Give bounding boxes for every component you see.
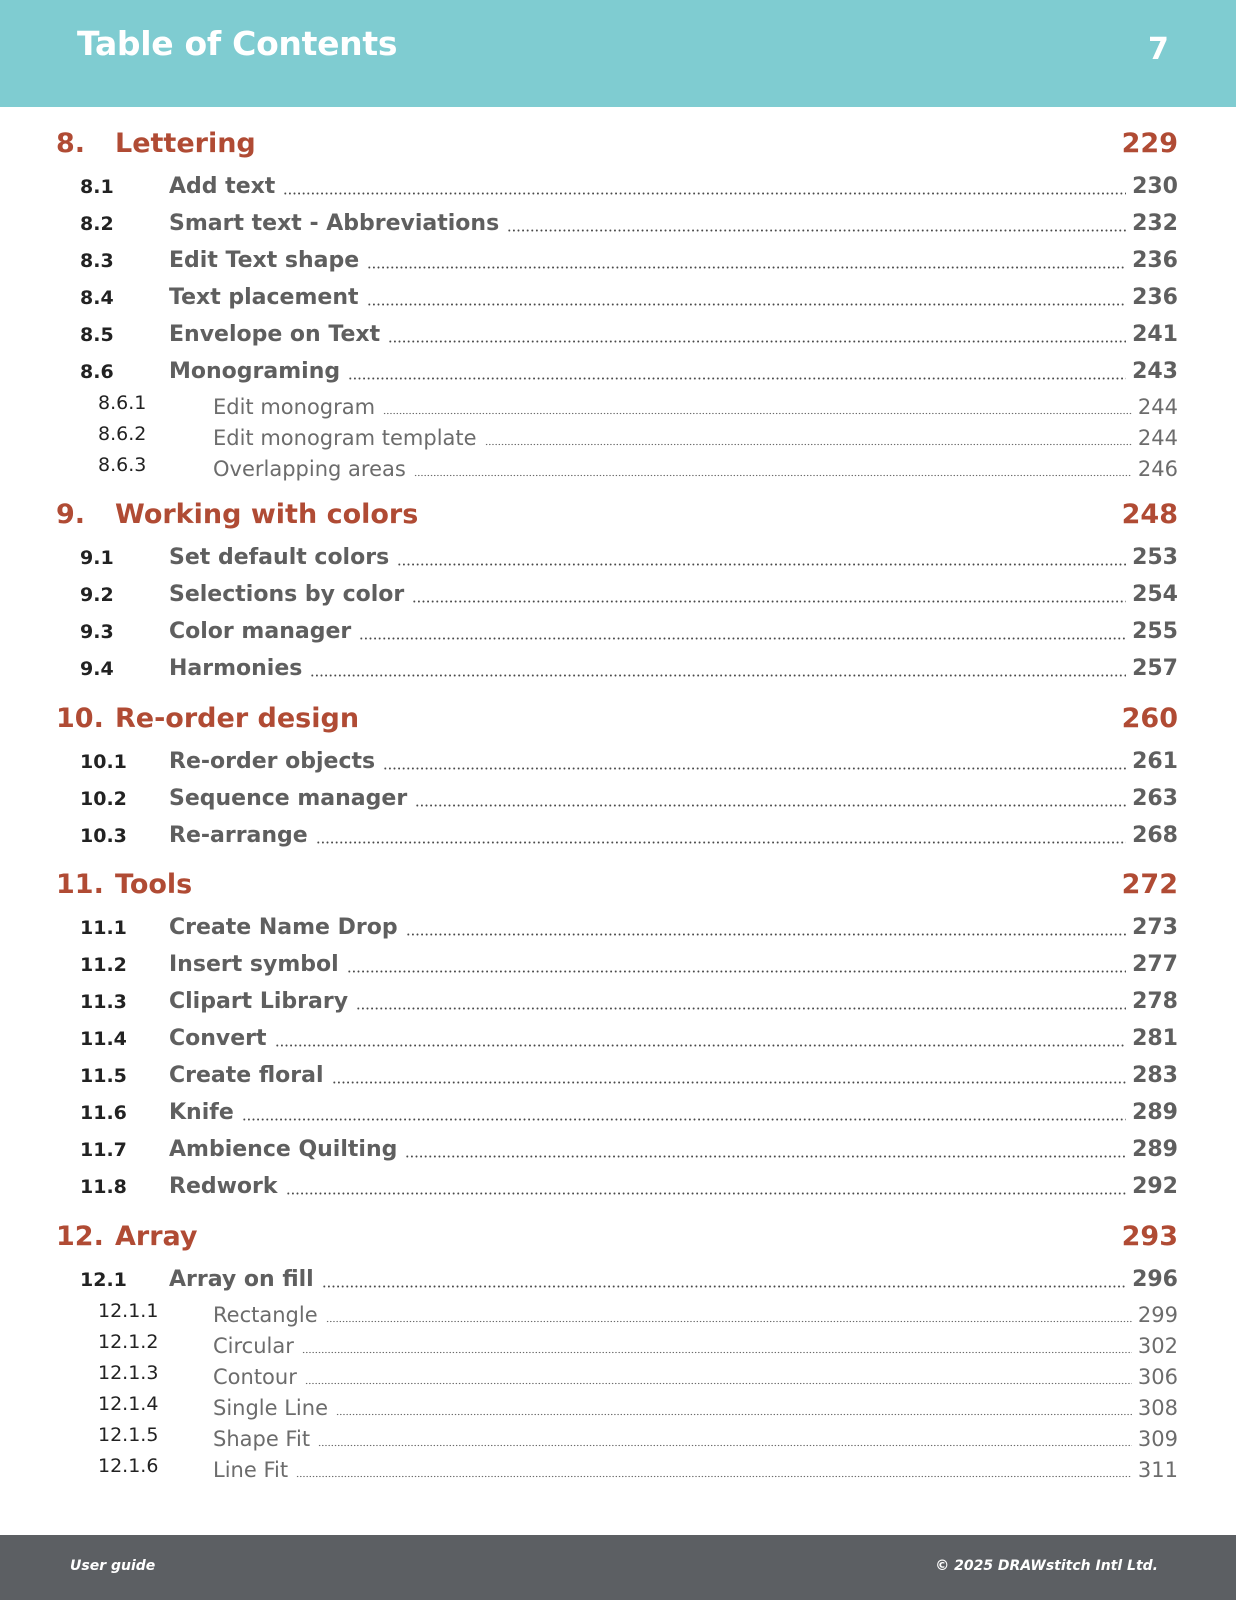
toc-section[interactable] [0, 319, 1236, 351]
toc-subsection[interactable] [0, 1301, 1236, 1329]
toc-section[interactable] [0, 783, 1236, 815]
toc-dot-leader [302, 1332, 1132, 1360]
toc-entry-number: 8.3 [80, 250, 114, 272]
toc-entry-page: 243 [1132, 359, 1178, 384]
toc-entry-page: 268 [1132, 823, 1178, 848]
toc-entry-title: Edit monogram [213, 395, 376, 419]
toc-entry-title: Line Fit [213, 1458, 289, 1482]
toc-entry-number: 9.4 [80, 658, 114, 680]
toc-entry-number: 8.6.2 [98, 423, 147, 445]
toc-entry-number: 12.1.1 [98, 1300, 159, 1322]
toc-entry-page: 289 [1132, 1137, 1178, 1162]
toc-dot-leader [397, 542, 1126, 574]
toc-entry-title: Insert symbol [169, 952, 339, 977]
toc-entry-title: Convert [169, 1026, 267, 1051]
toc-section[interactable] [0, 208, 1236, 240]
toc-section[interactable] [0, 1264, 1236, 1296]
toc-entry-page: 263 [1132, 786, 1178, 811]
toc-entry-title: Knife [169, 1100, 234, 1125]
toc-entry-page: 236 [1132, 285, 1178, 310]
toc-dot-leader [412, 579, 1126, 611]
toc-entry-page: 244 [1137, 426, 1178, 450]
toc-entry-page: 230 [1132, 174, 1178, 199]
toc-entry-number: 11.5 [80, 1065, 127, 1087]
toc-entry-number: 12.1.5 [98, 1424, 159, 1446]
toc-dot-leader [286, 1171, 1126, 1203]
toc-entry-number: 11.4 [80, 1028, 127, 1050]
toc-entry-page: 293 [1121, 1221, 1178, 1252]
toc-entry-page: 236 [1132, 248, 1178, 273]
toc-entry-title: Re-arrange [169, 823, 308, 848]
toc-section[interactable] [0, 746, 1236, 778]
toc-entry-number: 11.8 [80, 1176, 127, 1198]
toc-entry-title: Tools [115, 869, 193, 900]
toc-entry-number: 12.1.6 [98, 1455, 159, 1477]
toc-chapter[interactable] [0, 865, 1236, 905]
toc-dot-leader [347, 949, 1126, 981]
toc-entry-page: 260 [1121, 703, 1178, 734]
toc-section[interactable] [0, 579, 1236, 611]
toc-entry-title: Envelope on Text [169, 322, 381, 347]
toc-entry-title: Color manager [169, 619, 352, 644]
toc-entry-number: 12. [56, 1221, 104, 1252]
toc-section[interactable] [0, 653, 1236, 685]
toc-dot-leader [275, 1023, 1126, 1055]
toc-entry-page: 273 [1132, 915, 1178, 940]
toc-dot-leader [305, 1363, 1132, 1391]
toc-dot-leader [283, 171, 1126, 203]
toc-entry-number: 11.3 [80, 991, 127, 1013]
toc-entry-title: Re-order objects [169, 749, 376, 774]
toc-entry-number: 8.4 [80, 287, 114, 309]
toc-chapter[interactable] [0, 124, 1236, 164]
toc-entry-title: Single Line [213, 1396, 328, 1420]
toc-entry-page: 244 [1137, 395, 1178, 419]
page-title: Table of Contents [77, 24, 398, 63]
toc-entry-title: Overlapping areas [213, 457, 406, 481]
toc-entry-number: 10.3 [80, 825, 127, 847]
toc-section[interactable] [0, 171, 1236, 203]
toc-entry-page: 281 [1132, 1026, 1178, 1051]
toc-dot-leader [383, 746, 1126, 778]
toc-dot-leader [414, 455, 1132, 483]
toc-entry-number: 9.3 [80, 621, 114, 643]
toc-entry-number: 8.6 [80, 361, 114, 383]
toc-entry-number: 12.1.2 [98, 1331, 159, 1353]
toc-entry-number: 8.5 [80, 324, 114, 346]
toc-chapter[interactable] [0, 495, 1236, 535]
toc-section[interactable] [0, 912, 1236, 944]
toc-entry-number: 12.1 [80, 1269, 127, 1291]
toc-entry-number: 10.1 [80, 751, 127, 773]
toc-entry-title: Edit Text shape [169, 248, 360, 273]
toc-subsection[interactable] [0, 1425, 1236, 1453]
toc-dot-leader [322, 1264, 1126, 1296]
toc-dot-leader [405, 1134, 1126, 1166]
toc-entry-page: 261 [1132, 749, 1178, 774]
toc-entry-number: 8.6.1 [98, 392, 147, 414]
toc-dot-leader [310, 653, 1126, 685]
toc-entry-number: 8. [56, 128, 86, 159]
toc-subsection[interactable] [0, 1363, 1236, 1391]
toc-dot-leader [318, 1425, 1132, 1453]
toc-entry-title: Contour [213, 1365, 297, 1389]
toc-entry-title: Ambience Quilting [169, 1137, 398, 1162]
toc-subsection[interactable] [0, 1456, 1236, 1484]
toc-entry-page: 278 [1132, 989, 1178, 1014]
toc-entry-number: 12.1.3 [98, 1362, 159, 1384]
toc-section[interactable] [0, 1060, 1236, 1092]
page-number: 7 [1148, 32, 1169, 67]
toc-entry-page: 277 [1132, 952, 1178, 977]
toc-entry-title: Array on fill [169, 1267, 314, 1292]
toc-dot-leader [367, 282, 1126, 314]
toc-entry-page: 309 [1137, 1427, 1178, 1451]
toc-subsection[interactable] [0, 1394, 1236, 1422]
toc-entry-number: 11. [56, 869, 104, 900]
toc-entry-title: Shape Fit [213, 1427, 311, 1451]
toc-subsection[interactable] [0, 393, 1236, 421]
toc-entry-number: 11.7 [80, 1139, 127, 1161]
page-header [0, 0, 1236, 107]
toc-dot-leader [326, 1301, 1132, 1329]
toc-entry-title: Selections by color [169, 582, 405, 607]
toc-entry-title: Smart text - Abbreviations [169, 211, 500, 236]
toc-entry-number: 12.1.4 [98, 1393, 159, 1415]
toc-entry-title: Array [115, 1221, 198, 1252]
toc-entry-title: Create Name Drop [169, 915, 398, 940]
toc-chapter[interactable] [0, 699, 1236, 739]
toc-dot-leader [383, 393, 1132, 421]
toc-entry-page: 254 [1132, 582, 1178, 607]
toc-section[interactable] [0, 542, 1236, 574]
toc-subsection[interactable] [0, 1332, 1236, 1360]
toc-entry-page: 308 [1137, 1396, 1178, 1420]
toc-entry-page: 232 [1132, 211, 1178, 236]
toc-entry-title: Working with colors [115, 499, 419, 530]
toc-dot-leader [507, 208, 1126, 240]
toc-dot-leader [388, 319, 1126, 351]
toc-entry-number: 10. [56, 703, 104, 734]
toc-entry-number: 8.2 [80, 213, 114, 235]
toc-entry-title: Add text [169, 174, 276, 199]
toc-dot-leader [296, 1456, 1132, 1484]
toc-entry-title: Text placement [169, 285, 359, 310]
toc-section[interactable] [0, 245, 1236, 277]
toc-dot-leader [332, 1060, 1126, 1092]
toc-entry-page: 311 [1137, 1458, 1178, 1482]
toc-entry-page: 289 [1132, 1100, 1178, 1125]
toc-entry-title: Edit monogram template [213, 426, 477, 450]
toc-entry-number: 9.1 [80, 547, 114, 569]
toc-entry-page: 248 [1121, 499, 1178, 530]
toc-entry-title: Re-order design [115, 703, 360, 734]
toc-section[interactable] [0, 282, 1236, 314]
toc-chapter[interactable] [0, 1217, 1236, 1257]
toc-section[interactable] [0, 820, 1236, 852]
toc-entry-number: 11.6 [80, 1102, 127, 1124]
toc-dot-leader [316, 820, 1126, 852]
toc-section[interactable] [0, 1134, 1236, 1166]
toc-section[interactable] [0, 1171, 1236, 1203]
toc-section[interactable] [0, 1023, 1236, 1055]
toc-entry-title: Circular [213, 1334, 294, 1358]
toc-entry-page: 283 [1132, 1063, 1178, 1088]
toc-dot-leader [359, 616, 1126, 648]
toc-entry-page: 255 [1132, 619, 1178, 644]
toc-dot-leader [415, 783, 1126, 815]
toc-entry-page: 292 [1132, 1174, 1178, 1199]
toc-dot-leader [356, 986, 1126, 1018]
toc-entry-number: 11.2 [80, 954, 127, 976]
toc-dot-leader [485, 424, 1132, 452]
toc-entry-page: 241 [1132, 322, 1178, 347]
toc-section[interactable] [0, 1097, 1236, 1129]
toc-subsection[interactable] [0, 455, 1236, 483]
toc-entry-page: 296 [1132, 1267, 1178, 1292]
toc-entry-title: Rectangle [213, 1303, 318, 1327]
toc-entry-number: 8.1 [80, 176, 114, 198]
toc-entry-title: Sequence manager [169, 786, 408, 811]
toc-section[interactable] [0, 986, 1236, 1018]
toc-dot-leader [348, 356, 1126, 388]
toc-entry-number: 9. [56, 499, 86, 530]
footer-copyright: © 2025 DRAWstitch Intl Ltd. [935, 1558, 1158, 1574]
toc-entry-number: 8.6.3 [98, 454, 147, 476]
toc-entry-number: 9.2 [80, 584, 114, 606]
toc-section[interactable] [0, 356, 1236, 388]
toc-section[interactable] [0, 616, 1236, 648]
toc-dot-leader [367, 245, 1126, 277]
toc-entry-title: Harmonies [169, 656, 303, 681]
toc-dot-leader [406, 912, 1126, 944]
toc-entry-number: 10.2 [80, 788, 127, 810]
toc-entry-page: 306 [1137, 1365, 1178, 1389]
toc-entry-title: Create floral [169, 1063, 324, 1088]
toc-section[interactable] [0, 949, 1236, 981]
toc-entry-page: 302 [1137, 1334, 1178, 1358]
toc-entry-title: Monograming [169, 359, 341, 384]
toc-entry-page: 246 [1137, 457, 1178, 481]
toc-entry-title: Set default colors [169, 545, 390, 570]
toc-entry-title: Clipart Library [169, 989, 349, 1014]
toc-subsection[interactable] [0, 424, 1236, 452]
toc-entry-page: 257 [1132, 656, 1178, 681]
toc-entry-page: 272 [1121, 869, 1178, 900]
toc-entry-page: 253 [1132, 545, 1178, 570]
footer-doc-name: User guide [70, 1558, 156, 1574]
toc-entry-number: 11.1 [80, 917, 127, 939]
toc-entry-title: Lettering [115, 128, 256, 159]
toc-entry-title: Redwork [169, 1174, 278, 1199]
toc-entry-page: 229 [1121, 128, 1178, 159]
toc-entry-page: 299 [1137, 1303, 1178, 1327]
toc-dot-leader [336, 1394, 1132, 1422]
toc-dot-leader [242, 1097, 1126, 1129]
page-footer [0, 1535, 1236, 1600]
